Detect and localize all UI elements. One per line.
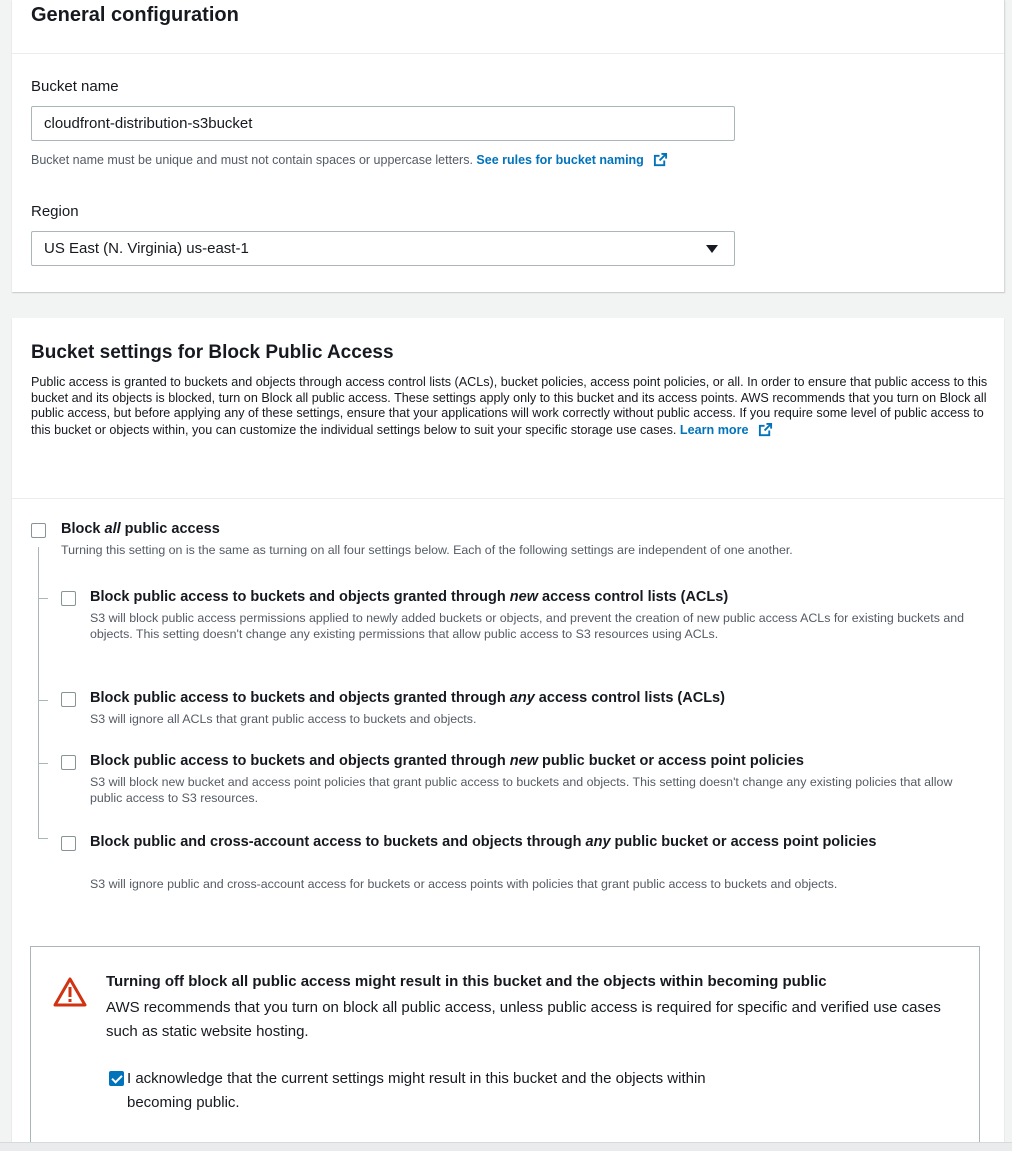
external-link-icon[interactable] (758, 422, 773, 437)
block-new-acls-checkbox[interactable] (61, 591, 76, 606)
bucket-naming-rules-link[interactable]: See rules for bucket naming (476, 153, 644, 167)
warning-icon (53, 977, 87, 1007)
block-any-acls-label: Block public access to buckets and objects granted through any access control lists (ACLs) (90, 690, 725, 706)
block-all-public-access-checkbox[interactable] (31, 523, 46, 538)
region-select[interactable] (31, 231, 735, 266)
block-new-acls-label: Block public access to buckets and objects granted through new access control lists (ACLs) (90, 589, 729, 605)
block-all-public-access-label: Block all public access (61, 521, 220, 537)
block-public-access-panel (12, 318, 1004, 1150)
bucket-name-input[interactable]: cloudfront-distribution-s3bucket (31, 106, 735, 141)
divider (12, 53, 1004, 54)
block-cross-account-label: Block public and cross-account access to buckets and objects through any public bucket or access point policies (90, 834, 877, 850)
acknowledge-label[interactable]: I acknowledge that the current settings might result in this bucket and the objects within becoming public. (127, 1070, 706, 1111)
block-public-access-description (31, 375, 991, 438)
block-new-policies-checkbox[interactable] (61, 755, 76, 770)
tree-connector-branch (38, 598, 48, 599)
block-any-acls-description: S3 will ignore all ACLs that grant public access to buckets and objects. (90, 712, 477, 726)
general-configuration-title: General configuration (31, 4, 239, 26)
tree-connector-branch (38, 763, 48, 764)
bucket-name-help-text: Bucket name must be unique and must not contain spaces or uppercase letters. (31, 153, 473, 167)
public-access-warning-alert (30, 946, 980, 1151)
block-new-policies-description: S3 will block new bucket and access point policies that grant public access to buckets and objects. This setting doesn't change any existing policies that allow public access to S3 resources. (90, 775, 953, 805)
general-configuration-panel (12, 0, 1005, 292)
bucket-name-help (31, 152, 668, 167)
block-cross-account-description: S3 will ignore public and cross-account access for buckets or access points with policies that grant public access to buckets and objects. (90, 877, 838, 891)
block-any-acls-checkbox[interactable] (61, 692, 76, 707)
block-new-policies-label: Block public access to buckets and objects granted through new public bucket or access point policies (90, 753, 804, 769)
region-label: Region (31, 203, 79, 220)
divider (12, 498, 1004, 499)
tree-connector-branch (38, 700, 48, 701)
tree-connector-branch (38, 838, 48, 839)
block-cross-account-checkbox[interactable] (61, 836, 76, 851)
warning-title: Turning off block all public access might result in this bucket and the objects within becoming public (106, 973, 827, 990)
learn-more-link[interactable]: Learn more (679, 422, 749, 437)
bucket-name-label: Bucket name (31, 78, 119, 95)
warning-body: AWS recommends that you turn on block all public access, unless public access is required for specific and verified use cases such as static website hosting. (106, 999, 941, 1040)
region-selected-value: US East (N. Virginia) us-east-1 (44, 240, 249, 257)
block-new-acls-description: S3 will block public access permissions applied to newly added buckets or objects, and prevent the creation of new public access ACLs for existing buckets and objects. This setting doesn't change any existing permissions that allow public access to S3 resources using ACLs. (90, 611, 965, 641)
description-text: Public access is granted to buckets and objects through access control lists (ACLs), bucket policies, access point policies, or all. In order to ensure that public access to this bucket and its objects is blocked, turn on Block all public access. These settings apply only to this bucket and its access points. AWS recommends that you turn on Block all public access, but before applying any of these settings, ensure that your applications will work correctly without public access. If you require some level of public access to this bucket or objects within, you can customize the individual settings below to suit your specific storage use cases. (31, 375, 988, 437)
tree-connector-line (38, 547, 39, 839)
acknowledge-checkbox[interactable] (109, 1071, 124, 1086)
external-link-icon[interactable] (653, 152, 668, 167)
block-public-access-title: Bucket settings for Block Public Access (31, 342, 394, 363)
block-all-public-access-description: Turning this setting on is the same as turning on all four settings below. Each of the following settings are independent of one another. (61, 543, 793, 557)
caret-down-icon (706, 245, 718, 253)
